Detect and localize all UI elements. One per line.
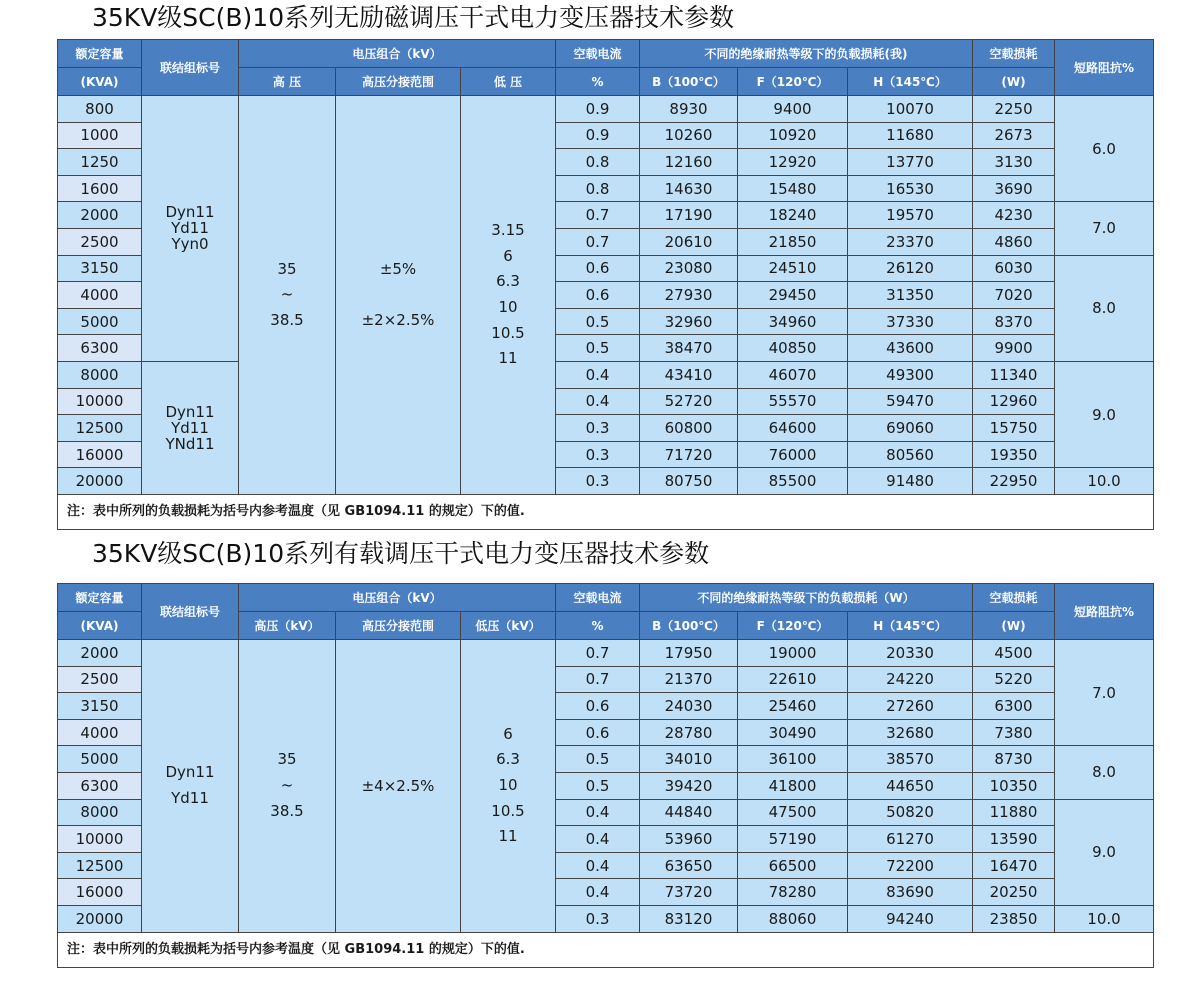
noload-loss-cell: 16470 — [973, 852, 1055, 879]
lv-value: 10.5 — [491, 323, 525, 342]
header-capacity: 额定容量 — [58, 584, 142, 612]
capacity-cell: 16000 — [58, 879, 142, 906]
header-load-loss: 不同的绝缘耐热等级下的负载损耗(我) — [640, 40, 973, 68]
noload-loss-cell: 23850 — [973, 905, 1055, 932]
noload-loss-cell: 8370 — [973, 308, 1055, 335]
capacity-cell: 20000 — [58, 905, 142, 932]
header-hv: 高 压 — [239, 68, 336, 96]
loss-b-cell: 8930 — [640, 96, 738, 123]
header-group: 联结组标号 — [142, 584, 239, 640]
loss-f-cell: 10920 — [738, 122, 848, 149]
connection-group-value: Yd11 — [171, 418, 209, 437]
loss-h-cell: 37330 — [848, 308, 973, 335]
table-row — [58, 361, 1154, 388]
lv-value: 6 — [503, 724, 513, 743]
noload-current-cell: 0.4 — [556, 799, 640, 826]
noload-loss-cell: 7020 — [973, 282, 1055, 309]
noload-current-cell: 0.8 — [556, 149, 640, 176]
loss-b-cell: 24030 — [640, 693, 738, 720]
loss-b-cell: 32960 — [640, 308, 738, 335]
noload-loss-cell: 3130 — [973, 149, 1055, 176]
loss-b-cell: 27930 — [640, 282, 738, 309]
hv-value: 38.5 — [270, 310, 304, 329]
impedance-cell: 6.0 — [1055, 96, 1154, 202]
table2-title: 35KV级SC(B)10系列有载调压干式电力变压器技术参数 — [92, 539, 710, 568]
header-class-f: F（120℃） — [738, 612, 848, 640]
connection-group-value: YNd11 — [165, 434, 215, 453]
lv-value: 10 — [498, 297, 518, 316]
hv-value: 35 — [277, 750, 297, 769]
noload-loss-cell: 3690 — [973, 175, 1055, 202]
loss-b-cell: 10260 — [640, 122, 738, 149]
header-noload-loss-unit: (W) — [973, 612, 1055, 640]
noload-loss-cell: 12960 — [973, 388, 1055, 415]
header-noload-current-unit: % — [556, 612, 640, 640]
capacity-cell: 800 — [58, 96, 142, 123]
noload-current-cell: 0.7 — [556, 640, 640, 667]
connection-group-value: Yd11 — [171, 788, 209, 807]
loss-h-cell: 31350 — [848, 282, 973, 309]
table-row — [58, 640, 1154, 667]
noload-current-cell: 0.5 — [556, 335, 640, 362]
loss-f-cell: 64600 — [738, 415, 848, 442]
capacity-cell: 2500 — [58, 228, 142, 255]
loss-h-cell: 44650 — [848, 772, 973, 799]
loss-b-cell: 12160 — [640, 149, 738, 176]
loss-h-cell: 26120 — [848, 255, 973, 282]
connection-group-value: Dyn11 — [165, 203, 215, 222]
capacity-cell: 1000 — [58, 122, 142, 149]
loss-f-cell: 41800 — [738, 772, 848, 799]
loss-b-cell: 52720 — [640, 388, 738, 415]
noload-current-cell: 0.4 — [556, 361, 640, 388]
noload-current-cell: 0.5 — [556, 772, 640, 799]
loss-h-cell: 94240 — [848, 905, 973, 932]
capacity-cell: 2500 — [58, 666, 142, 693]
header-tap: 高压分接范围 — [336, 68, 461, 96]
impedance-cell: 7.0 — [1055, 640, 1154, 746]
loss-h-cell: 24220 — [848, 666, 973, 693]
header-class-h: H（145℃） — [848, 612, 973, 640]
hv-value: 38.5 — [270, 801, 304, 820]
header-load-loss: 不同的绝缘耐热等级下的负载损耗（W） — [640, 584, 973, 612]
loss-h-cell: 91480 — [848, 468, 973, 495]
lv-value: 6.3 — [496, 750, 520, 769]
loss-f-cell: 36100 — [738, 746, 848, 773]
loss-h-cell: 32680 — [848, 719, 973, 746]
header-voltage: 电压组合（kV） — [239, 40, 556, 68]
header-class-h: H（145℃） — [848, 68, 973, 96]
impedance-cell: 9.0 — [1055, 799, 1154, 905]
loss-h-cell: 11680 — [848, 122, 973, 149]
loss-h-cell: 83690 — [848, 879, 973, 906]
hv-value: ~ — [280, 285, 294, 304]
capacity-cell: 10000 — [58, 826, 142, 853]
hv-value: 35 — [277, 259, 297, 278]
header-lv: 低压（kV） — [461, 612, 556, 640]
noload-loss-cell: 4860 — [973, 228, 1055, 255]
noload-current-cell: 0.7 — [556, 202, 640, 229]
noload-loss-cell: 4500 — [973, 640, 1055, 667]
impedance-cell: 8.0 — [1055, 255, 1154, 361]
noload-current-cell: 0.9 — [556, 96, 640, 123]
table1-title: 35KV级SC(B)10系列无励磁调压干式电力变压器技术参数 — [92, 3, 735, 32]
capacity-cell: 8000 — [58, 799, 142, 826]
impedance-cell: 8.0 — [1055, 746, 1154, 799]
loss-f-cell: 88060 — [738, 905, 848, 932]
loss-h-cell: 43600 — [848, 335, 973, 362]
capacity-cell: 4000 — [58, 282, 142, 309]
noload-loss-cell: 9900 — [973, 335, 1055, 362]
loss-b-cell: 80750 — [640, 468, 738, 495]
lv-value: 6 — [503, 246, 513, 265]
header-impedance: 短路阻抗% — [1055, 584, 1154, 640]
noload-loss-cell: 5220 — [973, 666, 1055, 693]
capacity-cell: 5000 — [58, 746, 142, 773]
table1-spec-table — [57, 39, 1154, 530]
note-row — [58, 494, 1154, 529]
noload-loss-cell: 20250 — [973, 879, 1055, 906]
impedance-cell: 10.0 — [1055, 468, 1154, 495]
header-group: 联结组标号 — [142, 40, 239, 96]
capacity-cell: 1250 — [58, 149, 142, 176]
noload-current-cell: 0.4 — [556, 826, 640, 853]
noload-loss-cell: 8730 — [973, 746, 1055, 773]
noload-current-cell: 0.3 — [556, 468, 640, 495]
loss-f-cell: 29450 — [738, 282, 848, 309]
noload-loss-cell: 22950 — [973, 468, 1055, 495]
loss-h-cell: 10070 — [848, 96, 973, 123]
tap-range-value: ±2×2.5% — [361, 310, 435, 329]
tap-range-value: ±5% — [379, 259, 417, 278]
tap-range-cell — [336, 96, 461, 495]
hv-cell — [239, 640, 336, 933]
capacity-cell: 2000 — [58, 202, 142, 229]
noload-loss-cell: 19350 — [973, 441, 1055, 468]
noload-loss-cell: 2250 — [973, 96, 1055, 123]
connection-group-value: Dyn11 — [165, 763, 215, 782]
connection-group-cell — [142, 640, 239, 933]
loss-b-cell: 21370 — [640, 666, 738, 693]
noload-loss-cell: 4230 — [973, 202, 1055, 229]
note-row — [58, 932, 1154, 967]
loss-h-cell: 59470 — [848, 388, 973, 415]
connection-group-value: Yyn0 — [171, 235, 209, 254]
noload-current-cell: 0.4 — [556, 852, 640, 879]
header-class-b: B（100℃） — [640, 612, 738, 640]
loss-b-cell: 53960 — [640, 826, 738, 853]
loss-b-cell: 28780 — [640, 719, 738, 746]
impedance-cell: 10.0 — [1055, 905, 1154, 932]
lv-value: 11 — [498, 349, 518, 368]
capacity-cell: 5000 — [58, 308, 142, 335]
loss-b-cell: 63650 — [640, 852, 738, 879]
loss-f-cell: 24510 — [738, 255, 848, 282]
loss-f-cell: 15480 — [738, 175, 848, 202]
loss-f-cell: 25460 — [738, 693, 848, 720]
noload-loss-cell: 6030 — [973, 255, 1055, 282]
table2-note: 注：表中所列的负载损耗为括号内参考温度（见 GB1094.11 的规定）下的值. — [58, 932, 1154, 967]
loss-f-cell: 34960 — [738, 308, 848, 335]
loss-f-cell: 85500 — [738, 468, 848, 495]
loss-b-cell: 38470 — [640, 335, 738, 362]
capacity-cell: 20000 — [58, 468, 142, 495]
header-impedance: 短路阻抗% — [1055, 40, 1154, 96]
lv-cell — [461, 96, 556, 495]
capacity-cell: 6300 — [58, 335, 142, 362]
lv-value: 6.3 — [496, 272, 520, 291]
noload-current-cell: 0.7 — [556, 666, 640, 693]
impedance-cell: 7.0 — [1055, 202, 1154, 255]
connection-group-value: Dyn11 — [165, 402, 215, 421]
loss-f-cell: 21850 — [738, 228, 848, 255]
loss-f-cell: 55570 — [738, 388, 848, 415]
loss-b-cell: 23080 — [640, 255, 738, 282]
header-lv: 低 压 — [461, 68, 556, 96]
table-row — [58, 96, 1154, 123]
connection-group-value: Yd11 — [171, 219, 209, 238]
loss-h-cell: 20330 — [848, 640, 973, 667]
impedance-cell: 9.0 — [1055, 361, 1154, 467]
loss-f-cell: 18240 — [738, 202, 848, 229]
loss-b-cell: 17190 — [640, 202, 738, 229]
noload-current-cell: 0.6 — [556, 255, 640, 282]
loss-f-cell: 57190 — [738, 826, 848, 853]
loss-b-cell: 73720 — [640, 879, 738, 906]
capacity-cell: 10000 — [58, 388, 142, 415]
header-class-f: F（120℃） — [738, 68, 848, 96]
capacity-cell: 3150 — [58, 693, 142, 720]
capacity-cell: 1600 — [58, 175, 142, 202]
noload-loss-cell: 2673 — [973, 122, 1055, 149]
capacity-cell: 12500 — [58, 415, 142, 442]
loss-b-cell: 60800 — [640, 415, 738, 442]
connection-group-cell — [142, 361, 239, 494]
header-capacity: 额定容量 — [58, 40, 142, 68]
noload-loss-cell: 13590 — [973, 826, 1055, 853]
loss-b-cell: 14630 — [640, 175, 738, 202]
noload-current-cell: 0.3 — [556, 415, 640, 442]
loss-f-cell: 78280 — [738, 879, 848, 906]
loss-f-cell: 76000 — [738, 441, 848, 468]
header-noload-loss: 空载损耗 — [973, 40, 1055, 68]
noload-current-cell: 0.3 — [556, 441, 640, 468]
capacity-cell: 16000 — [58, 441, 142, 468]
loss-f-cell: 47500 — [738, 799, 848, 826]
noload-current-cell: 0.8 — [556, 175, 640, 202]
tap-range-cell: ±4×2.5% — [336, 640, 461, 933]
header-hv: 高压（kV） — [239, 612, 336, 640]
lv-value: 10.5 — [491, 801, 525, 820]
noload-loss-cell: 11340 — [973, 361, 1055, 388]
hv-cell — [239, 96, 336, 495]
loss-b-cell: 44840 — [640, 799, 738, 826]
loss-h-cell: 61270 — [848, 826, 973, 853]
loss-h-cell: 49300 — [848, 361, 973, 388]
loss-h-cell: 50820 — [848, 799, 973, 826]
noload-current-cell: 0.5 — [556, 308, 640, 335]
capacity-cell: 4000 — [58, 719, 142, 746]
capacity-cell: 12500 — [58, 852, 142, 879]
loss-h-cell: 72200 — [848, 852, 973, 879]
noload-current-cell: 0.5 — [556, 746, 640, 773]
noload-loss-cell: 6300 — [973, 693, 1055, 720]
noload-current-cell: 0.6 — [556, 719, 640, 746]
noload-loss-cell: 7380 — [973, 719, 1055, 746]
lv-cell — [461, 640, 556, 933]
lv-value: 11 — [498, 827, 518, 846]
header-class-b: B（100℃） — [640, 68, 738, 96]
loss-h-cell: 19570 — [848, 202, 973, 229]
header-noload-loss: 空载损耗 — [973, 584, 1055, 612]
loss-f-cell: 9400 — [738, 96, 848, 123]
noload-current-cell: 0.6 — [556, 282, 640, 309]
noload-current-cell: 0.9 — [556, 122, 640, 149]
header-noload-current-unit: % — [556, 68, 640, 96]
loss-h-cell: 69060 — [848, 415, 973, 442]
header-capacity-unit: (KVA) — [58, 612, 142, 640]
loss-b-cell: 39420 — [640, 772, 738, 799]
loss-f-cell: 22610 — [738, 666, 848, 693]
loss-h-cell: 13770 — [848, 149, 973, 176]
loss-f-cell: 66500 — [738, 852, 848, 879]
header-noload-current: 空载电流 — [556, 40, 640, 68]
loss-f-cell: 30490 — [738, 719, 848, 746]
loss-b-cell: 83120 — [640, 905, 738, 932]
header-tap: 高压分接范围 — [336, 612, 461, 640]
header-voltage: 电压组合（kV） — [239, 584, 556, 612]
hv-value: ~ — [280, 775, 294, 794]
capacity-cell: 6300 — [58, 772, 142, 799]
loss-b-cell: 20610 — [640, 228, 738, 255]
connection-group-cell — [142, 96, 239, 362]
loss-b-cell: 71720 — [640, 441, 738, 468]
loss-f-cell: 40850 — [738, 335, 848, 362]
loss-h-cell: 38570 — [848, 746, 973, 773]
noload-current-cell: 0.7 — [556, 228, 640, 255]
capacity-cell: 8000 — [58, 361, 142, 388]
capacity-cell: 3150 — [58, 255, 142, 282]
table2-spec-table — [57, 583, 1154, 968]
capacity-cell: 2000 — [58, 640, 142, 667]
header-noload-current: 空载电流 — [556, 584, 640, 612]
loss-f-cell: 19000 — [738, 640, 848, 667]
header-capacity-unit: (KVA) — [58, 68, 142, 96]
loss-h-cell: 80560 — [848, 441, 973, 468]
lv-value: 3.15 — [491, 221, 525, 240]
noload-current-cell: 0.6 — [556, 693, 640, 720]
noload-current-cell: 0.4 — [556, 879, 640, 906]
loss-b-cell: 34010 — [640, 746, 738, 773]
loss-b-cell: 17950 — [640, 640, 738, 667]
loss-b-cell: 43410 — [640, 361, 738, 388]
header-noload-loss-unit: (W) — [973, 68, 1055, 96]
loss-f-cell: 12920 — [738, 149, 848, 176]
noload-loss-cell: 10350 — [973, 772, 1055, 799]
loss-f-cell: 46070 — [738, 361, 848, 388]
noload-loss-cell: 11880 — [973, 799, 1055, 826]
loss-h-cell: 23370 — [848, 228, 973, 255]
noload-loss-cell: 15750 — [973, 415, 1055, 442]
loss-h-cell: 27260 — [848, 693, 973, 720]
loss-h-cell: 16530 — [848, 175, 973, 202]
table1-note: 注：表中所列的负载损耗为括号内参考温度（见 GB1094.11 的规定）下的值. — [58, 494, 1154, 529]
lv-value: 10 — [498, 775, 518, 794]
noload-current-cell: 0.4 — [556, 388, 640, 415]
noload-current-cell: 0.3 — [556, 905, 640, 932]
